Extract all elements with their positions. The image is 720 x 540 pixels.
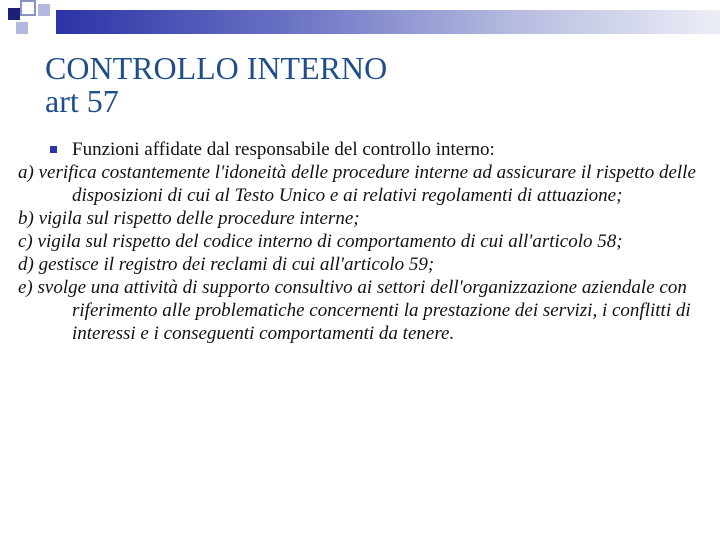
slide-title-line1: CONTROLLO INTERNO <box>45 50 388 86</box>
list-item-d: d) gestisce il registro dei reclami di cui all'articolo 59; <box>18 254 435 275</box>
decor-square-outline-icon <box>20 0 36 16</box>
square-bullet-icon <box>50 146 57 153</box>
decor-square-light-icon <box>38 4 50 16</box>
list-item-e: e) svolge una attività di supporto consultivo ai settori dell'organizzazione aziendale con riferimento alle problematiche concernenti la prestazione dei servizi, i conflitti di interessi e i conseguenti comportamenti da tenere. <box>18 277 691 344</box>
intro-text: Funzioni affidate dal responsabile del controllo interno: <box>72 139 495 160</box>
slide-title-line2: art 57 <box>45 83 119 119</box>
intro-paragraph <box>18 138 698 161</box>
top-gradient-band <box>56 10 720 34</box>
list-item-c: c) vigila sul rispetto del codice interno di comportamento di cui all'articolo 58; <box>18 231 623 252</box>
slide-title <box>45 52 685 118</box>
decor-square-light-icon <box>16 22 28 34</box>
slide-body <box>18 138 698 345</box>
list-item-a: a) verifica costantemente l'idoneità delle procedure interne ad assicurare il rispetto delle disposizioni di cui al Testo Unico e ai relativi regolamenti di attuazione; <box>18 162 696 206</box>
decor-square-dark-icon <box>8 8 20 20</box>
list-item-b: b) vigila sul rispetto delle procedure interne; <box>18 208 360 229</box>
